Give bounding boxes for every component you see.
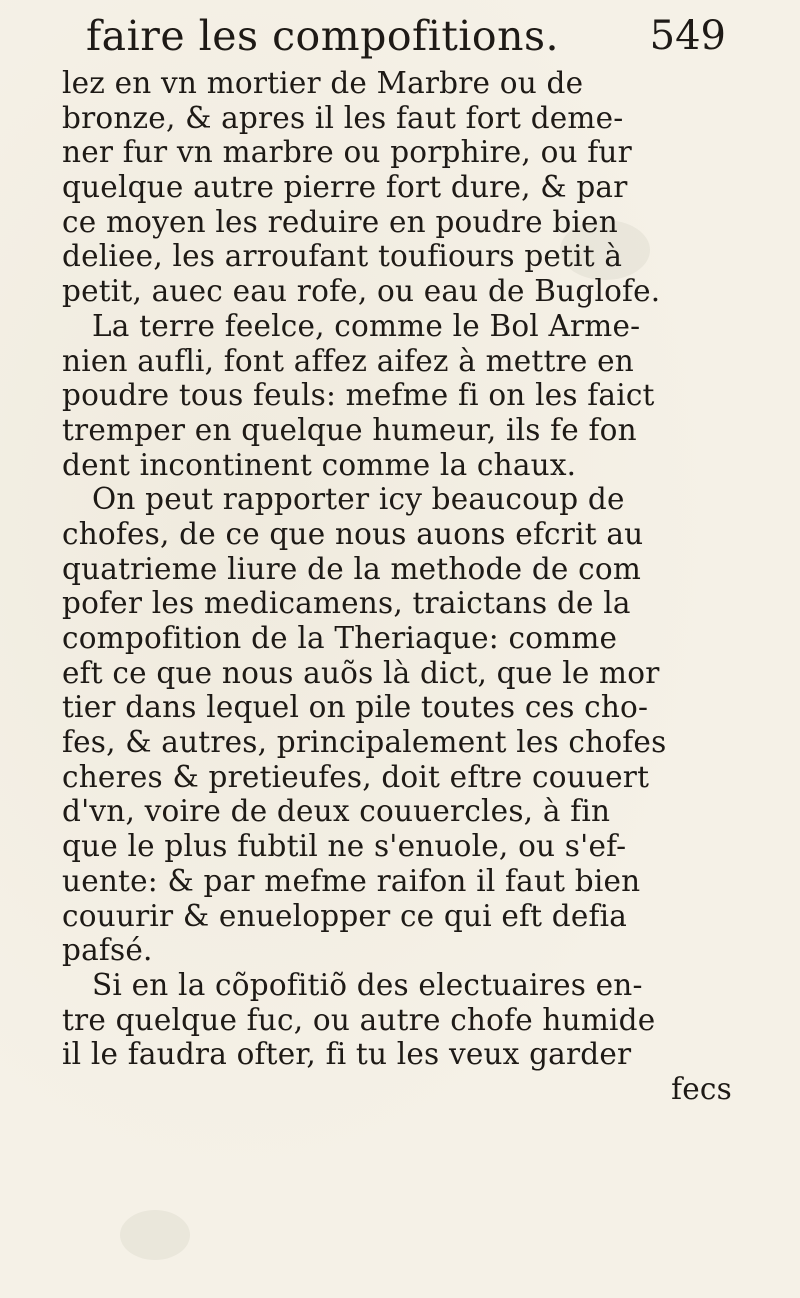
running-title: faire les compofitions. [86,12,560,60]
text-line: ner fur vn marbre ou porphire, ou fur [62,135,632,170]
text-line: Si en la cõpofitiõ des electuaires en- [92,967,643,1002]
text-line: La terre feelce, comme le Bol Arme- [92,308,641,343]
text-line: dent incontinent comme la chaux. [62,447,577,482]
text-line: quatrieme liure de la methode de com [62,551,641,586]
page-number: 549 [649,13,726,59]
text-line: bronze, & apres il les faut fort deme- [62,100,624,135]
text-line: pafsé. [62,933,153,968]
text-line: poudre tous feuls: mefme fi on les faict [62,378,655,413]
running-head [86,8,726,64]
text-line: tier dans lequel on pile toutes ces cho- [62,690,649,725]
text-line: pofer les medicamens, traictans de la [62,586,631,621]
text-line: deliee, les arroufant toufiours petit à [62,239,623,274]
text-line: d'vn, voire de deux couuercles, à fin [62,794,611,829]
text-line: cheres & pretieufes, doit eftre couuert [62,759,650,794]
text-line: que le plus fubtil ne s'enuole, ou s'ef- [62,829,627,864]
text-line: eft ce que nous auõs là dict, que le mor [62,655,660,690]
text-line: couurir & enuelopper ce qui eft defia [62,898,628,933]
text-line: fes, & autres, principalement les chofes [62,725,667,760]
text-line: petit, auec eau rofe, ou eau de Buglofe. [62,274,661,309]
text-line: nien aufli, font affez aifez à mettre en [62,343,634,378]
text-line: il le faudra ofter, fi tu les veux garder [62,1037,632,1072]
text-line: quelque autre pierre fort dure, & par [62,170,628,205]
catchword: fecs [671,1071,732,1106]
text-line: On peut rapporter icy beaucoup de [92,482,625,517]
text-line: tremper en quelque humeur, ils fe fon [62,412,637,447]
text-line: ce moyen les reduire en poudre bien [62,204,618,239]
paper-stain [120,1210,190,1260]
text-line: uente: & par mefme raifon il faut bien [62,863,641,898]
text-line: tre quelque fuc, ou autre chofe humide [62,1002,656,1037]
text-line: chofes, de ce que nous auons efcrit au [62,516,644,551]
text-line: compofition de la Theriaque: comme [62,621,618,655]
body-text [62,66,752,1107]
text-line: lez en vn mortier de Marbre ou de [62,66,584,100]
